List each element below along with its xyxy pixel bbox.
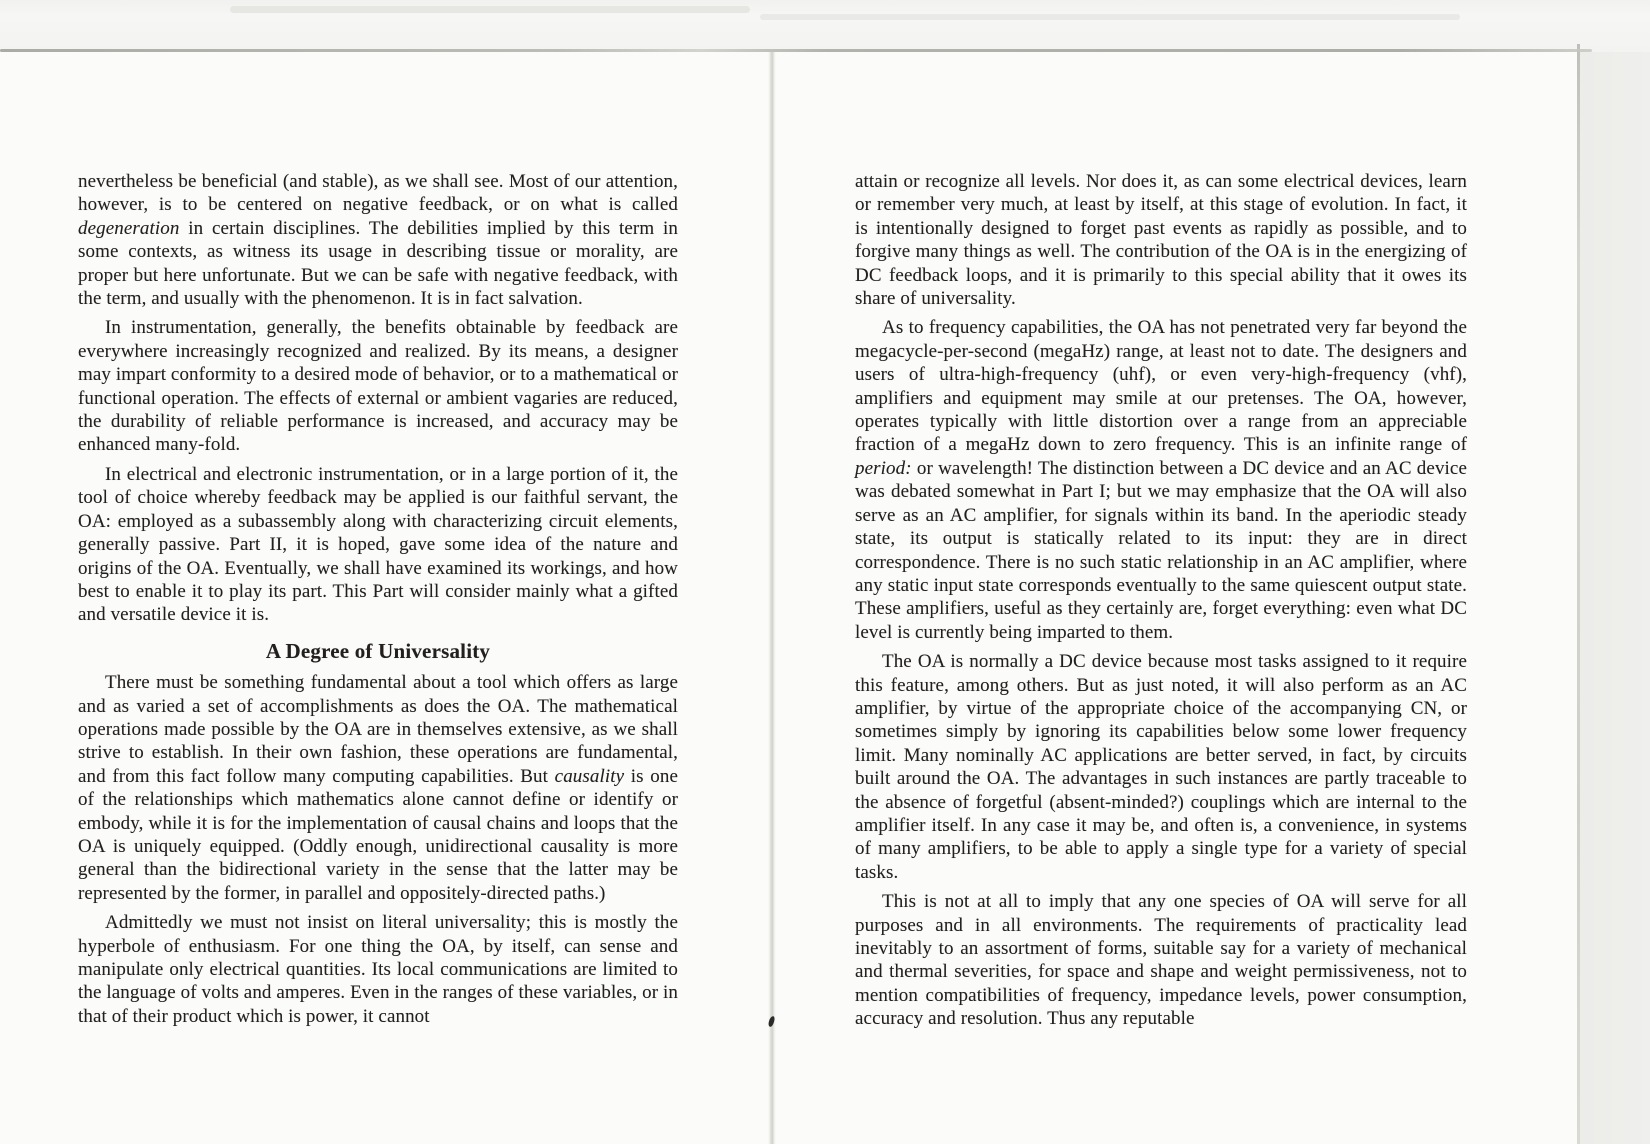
- text-segment: is one of the relationships which mathematics alone cannot define or identify or embody, while it is for the implementation of causal chains and loops that the OA is uniquely equipped. (Oddly enough, unidirectional causality is more general than the bidirectional variety in the sense that the latter may be represented by the former, in parallel and oppositely-directed paths.): [78, 765, 678, 904]
- left-page-text-column: [78, 170, 678, 1034]
- paragraph: attain or recognize all levels. Nor does it, as can some electrical devices, learn or remember very much, at least by itself, at this stage of evolution. In fact, it is intentionally designed to forget past events as rapidly as possible, and to forgive many things as well. The contribution of the OA is in the energizing of DC feedback loops, and it is primarily to this special ability that it owes its share of universality.: [855, 171, 1467, 310]
- right-page: [774, 52, 1577, 1144]
- paragraph: Admittedly we must not insist on literal universality; this is mostly the hyperbole of enthusiasm. For one thing the OA, by itself, can sense and manipulate only electrical quantities. Its local communications are limited to the language of volts and amperes. Even in the ranges of these variables, or in that of their product which is power, it cannot: [78, 912, 678, 1027]
- paragraph: [855, 316, 1467, 644]
- text-segment: in certain disciplines. The debilities implied by this term in some contexts, as witness its usage in describing tissue or morality, are proper but here unfortunate. But we can be safe with negative feedback, with the term, and usually with the phenomenon. It is in fact salvation.: [78, 217, 678, 310]
- italic-term: causality: [554, 765, 625, 787]
- paragraph: This is not at all to imply that any one species of OA will serve for all purposes and in all environments. The requirements of practicality lead inevitably to an assortment of forms, suitable say for a variety of mechanical and thermal severities, for space and shape and weight permissiveness, not to mention compatibilities of frequency, impedance levels, power consumption, accuracy and resolution. Thus any reputable: [855, 891, 1467, 1030]
- italic-term: period:: [855, 457, 912, 479]
- text-segment: As to frequency capabilities, the OA has not penetrated very far beyond the megacycle-per-second (megaHz) range, at least not to date. The designers and users of ultra-high-frequency (uhf), or even very-high-frequency (vhf), amplifiers and equipment may smile at our pretenses. The OA, however, operates typically with little distortion over a range from an appreciable fraction of a megaHz down to zero frequency. This is an infinite range of: [855, 317, 1467, 456]
- paragraph: In electrical and electronic instrumentation, or in a large portion of it, the tool of choice whereby feedback may be applied is our faithful servant, the OA: employed as a subassembly along with characterizing circuit elements, generally passive. Part II, it is hoped, gave some idea of the nature and origins of the OA. Eventually, we shall have examined its workings, and how best to enable it to play its part. This Part will consider mainly what a gifted and versatile device it is.: [78, 463, 678, 626]
- scanner-bed-right-strip: [1580, 52, 1650, 1144]
- page-top-edge: [0, 49, 1592, 52]
- right-page-text-column: [855, 170, 1467, 1037]
- paragraph: [78, 671, 678, 905]
- scan-artifact: [230, 6, 750, 13]
- text-segment: nevertheless be beneficial (and stable), as we shall see. Most of our attention, however, is to be centered on negative feedback, or on what is called: [78, 171, 678, 216]
- right-page-edge: [1577, 44, 1580, 1144]
- scan-artifact: [760, 14, 1460, 20]
- scanner-bed-top-strip: [0, 0, 1650, 52]
- text-segment: or wavelength! The distinction between a DC device and an AC device was debated somewhat in Part I; but we may emphasize that the OA will also serve as an AC amplifier, for signals within its band. In the aperiodic steady state, its output is statically related to its input: they are in direct correspondence. There is no such static relationship in an AC amplifier, where any static input state corresponds eventually to the same quiescent output state. These amplifiers, useful as they certainly are, forget everything: even what DC level is currently being imparted to them.: [855, 457, 1467, 643]
- italic-term: degeneration: [78, 217, 180, 239]
- left-page: [0, 52, 770, 1144]
- paragraph: [78, 170, 678, 310]
- page-gutter-fold: [768, 52, 776, 1144]
- text-segment: There must be something fundamental about a tool which offers as large and as varied a set of accomplishments as does the OA. The mathematical operations made possible by the OA are in themselves extensive, as we shall strive to establish. In their own fashion, these operations are fundamental, and from this fact follow many computing capabilities. But: [78, 672, 678, 787]
- paragraph: In instrumentation, generally, the benefits obtainable by feedback are everywhere increasingly recognized and realized. By its means, a designer may impart conformity to a desired mode of behavior, or to a mathematical or functional operation. The effects of external or ambient vagaries are reduced, the durability of reliable performance is increased, and accuracy may be enhanced many-fold.: [78, 317, 678, 456]
- section-heading: A Degree of Universality: [265, 638, 491, 663]
- paragraph: The OA is normally a DC device because most tasks assigned to it require this feature, among others. But as just noted, it will also perform as an AC amplifier, by virtue of the appropriate choice of the accompanying CN, or sometimes simply by ignoring its capabilities below some lower frequency limit. Many nominally AC applications are better served, in fact, by circuits built around the OA. The advantages in such instances are partly traceable to the absence of forgetful (absent-minded?) couplings which are internal to the amplifier itself. In any case it may be, and often is, a convenience, in systems of many amplifiers, to be able to apply a single type for a variety of special tasks.: [855, 651, 1467, 883]
